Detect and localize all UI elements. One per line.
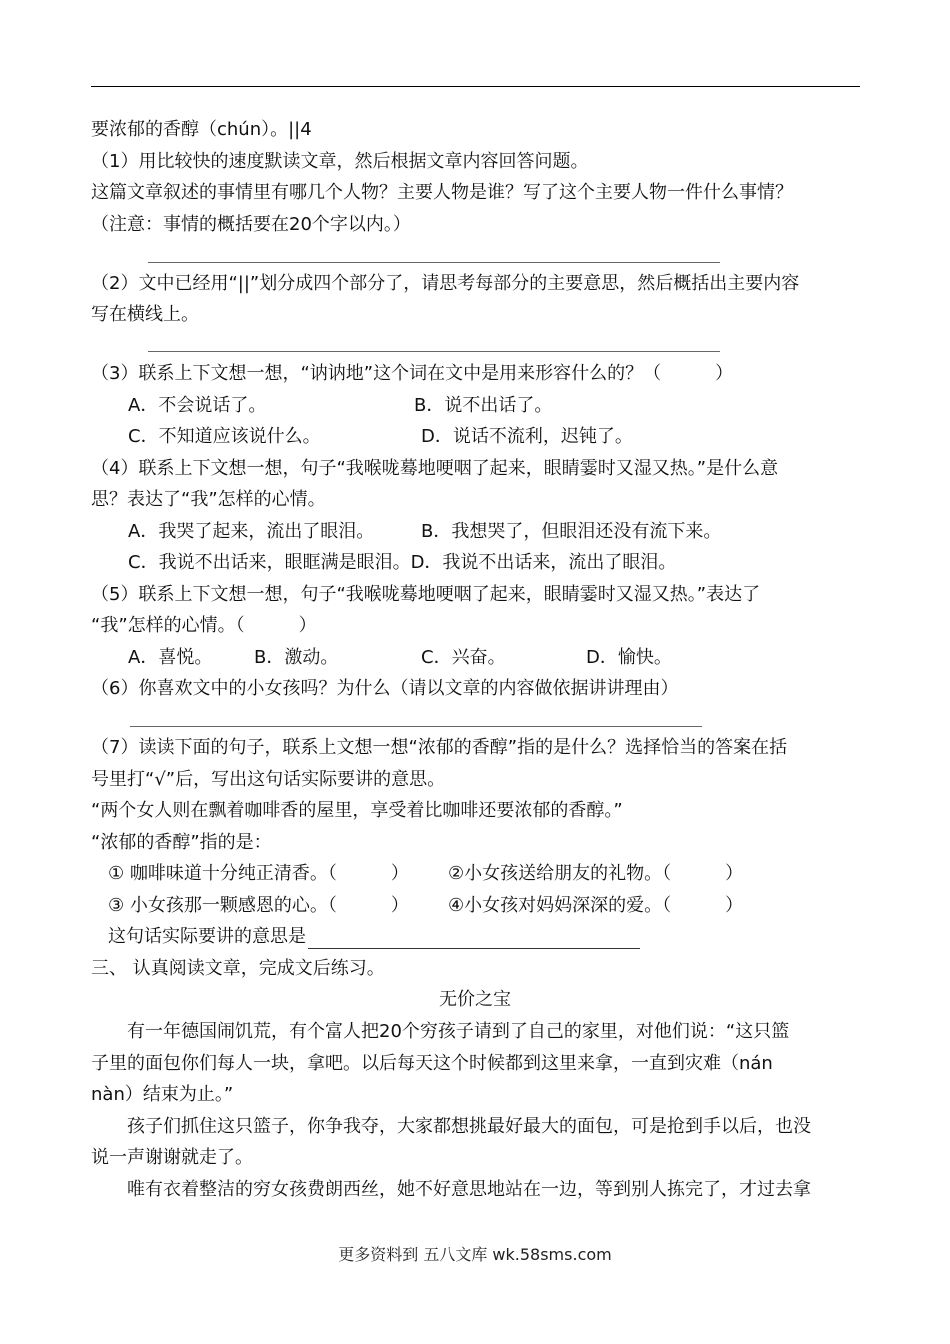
choice-4[interactable]: ④小女孩对妈妈深深的爱。（ ） [448, 895, 744, 916]
option-c[interactable]: C．兴奋。 [421, 647, 506, 668]
option-b[interactable]: B．激动。 [254, 647, 339, 668]
meaning-line [108, 925, 708, 949]
quote-line: “两个女人则在飘着咖啡香的屋里，享受着比咖啡还要浓郁的香醇。” [91, 800, 623, 821]
footer-watermark: 更多资料到 五八文库 wk.58sms.com [338, 1245, 612, 1264]
choice-1[interactable]: ① 咖啡味道十分纯正清香。（ ） [108, 863, 409, 884]
article-title: 无价之宝 [439, 989, 511, 1010]
text-line: 这篇文章叙述的事情里有哪几个人物？主要人物是谁？写了这个主要人物一件什么事情？ [91, 182, 793, 203]
answer-line-6[interactable] [130, 726, 702, 727]
question-5: （5）联系上下文想一想，句子“我喉咙蓦地哽咽了起来，眼睛霎时又湿又热。”表达了 [91, 584, 761, 605]
text-line: 号里打“√”后，写出这句话实际要讲的意思。 [91, 769, 446, 790]
paragraph-line: 孩子们抓住这只篮子，你争我夺，大家都想挑最好最大的面包，可是抢到手以后，也没 [91, 1116, 811, 1137]
question-1: （1）用比较快的速度默读文章，然后根据文章内容回答问题。 [91, 151, 589, 172]
paragraph-line: 有一年德国闹饥荒，有个富人把20个穷孩子请到了自己的家里，对他们说：“这只篮 [91, 1021, 790, 1042]
question-2: （2）文中已经用“||”划分成四个部分了，请思考每部分的主要意思，然后概括出主要内容 [91, 273, 800, 294]
answer-line-2[interactable] [148, 351, 720, 352]
option-b[interactable]: B．我想哭了，但眼泪还没有流下来。 [421, 521, 722, 542]
option-b[interactable]: B．说不出话了。 [414, 395, 553, 416]
text-line: （注意：事情的概括要在20个字以内。） [91, 214, 411, 235]
question-4: （4）联系上下文想一想，句子“我喉咙蓦地哽咽了起来，眼睛霎时又湿又热。”是什么意 [91, 458, 779, 479]
text-line: “我”怎样的心情。（ ） [91, 615, 317, 636]
text-line: 思？表达了“我”怎样的心情。 [91, 489, 326, 510]
option-a[interactable]: A．喜悦。 [128, 647, 213, 668]
option-d[interactable]: D．说话不流利，迟钝了。 [421, 426, 633, 447]
meaning-label: 这句话实际要讲的意思是 [108, 926, 306, 947]
option-d[interactable]: D．愉快。 [586, 647, 672, 668]
question-3: （3）联系上下文想一想，“讷讷地”这个词在文中是用来形容什么的？（ ） [91, 363, 734, 384]
choice-3[interactable]: ③ 小女孩那一颗感恩的心。（ ） [108, 895, 409, 916]
option-a[interactable]: A．我哭了起来，流出了眼泪。 [128, 521, 375, 542]
section-3-heading: 三、 认真阅读文章，完成文后练习。 [91, 958, 385, 979]
paragraph-line: 子里的面包你们每人一块，拿吧。以后每天这个时候都到这里来拿，一直到灾难（nán [91, 1053, 773, 1074]
paragraph-line: 说一声谢谢就走了。 [91, 1147, 253, 1168]
choice-2[interactable]: ②小女孩送给朋友的礼物。（ ） [448, 863, 744, 884]
answer-line-1[interactable] [148, 262, 720, 263]
question-6: （6）你喜欢文中的小女孩吗？为什么（请以文章的内容做依据讲讲理由） [91, 678, 679, 699]
header-rule [91, 86, 860, 87]
option-cd[interactable]: C．我说不出话来，眼眶满是眼泪。D．我说不出话来，流出了眼泪。 [128, 552, 677, 573]
option-c[interactable]: C．不知道应该说什么。 [128, 426, 321, 447]
paragraph-line: nàn）结束为止。” [91, 1084, 234, 1105]
option-a[interactable]: A．不会说话了。 [128, 395, 267, 416]
text-line: 要浓郁的香醇（chún）。||4 [91, 119, 312, 140]
text-line: 写在横线上。 [91, 304, 199, 325]
meaning-blank[interactable] [308, 928, 640, 949]
question-7: （7）读读下面的句子，联系上文想一想“浓郁的香醇”指的是什么？选择恰当的答案在括 [91, 737, 788, 758]
text-line: “浓郁的香醇”指的是： [91, 832, 272, 853]
paragraph-line: 唯有衣着整洁的穷女孩费朗西丝，她不好意思地站在一边，等到别人拣完了，才过去拿 [91, 1179, 811, 1200]
